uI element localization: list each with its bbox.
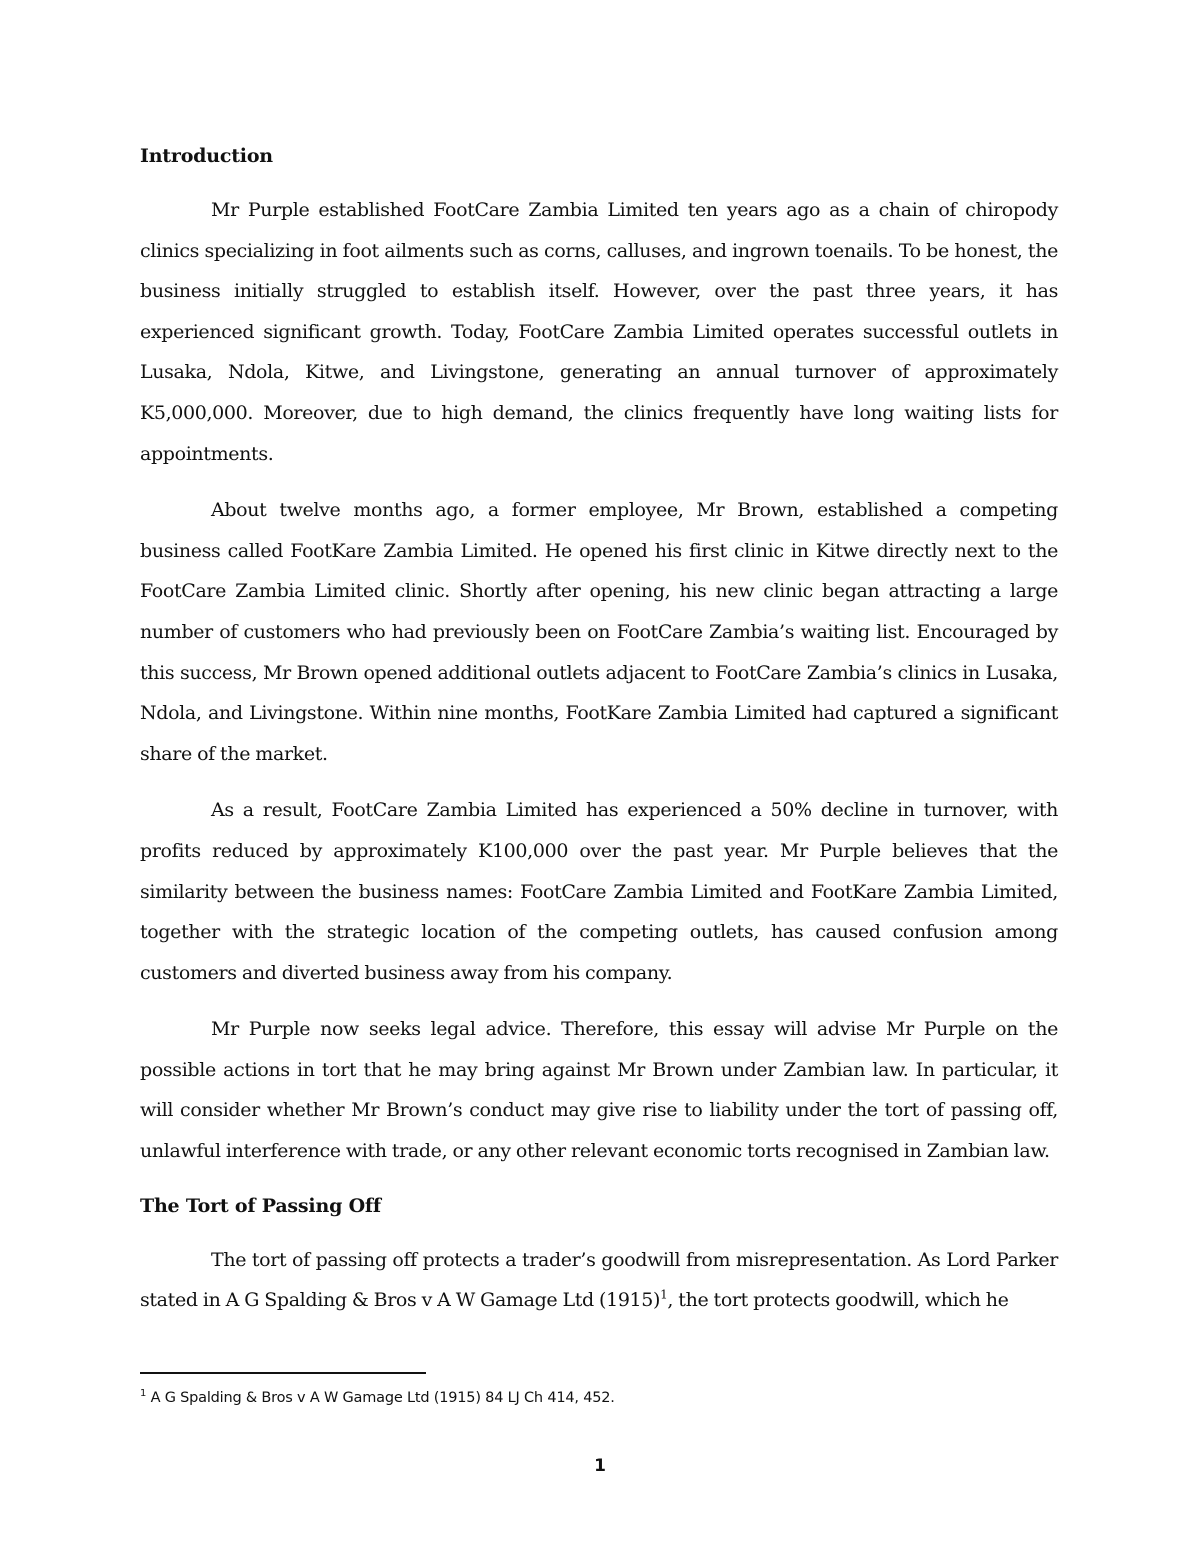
intro-paragraph-2: About twelve months ago, a former employee, Mr Brown, established a competing business called FootKare Zambia Limited. He opened his first clinic in Kitwe directly next to the FootCare Zambia Limited clinic. Shortly after opening, his new clinic began attracting a large number of customers who had previously been on FootCare Zambia’s waiting list. Encouraged by this success, Mr Brown opened additional outlets adjacent to FootCare Zambia’s clinics in Lusaka, Ndola, and Livingstone. Within nine months, FootKare Zambia Limited had captured a significant share of the market. (140, 499, 1058, 765)
footnote-marker: 1 (140, 1388, 147, 1400)
footnote-1 (140, 1390, 615, 1406)
intro-paragraph-1: Mr Purple established FootCare Zambia Limited ten years ago as a chain of chiropody clinics specializing in foot ailments such as corns, calluses, and ingrown toenails. To be honest, the business initially struggled to establish itself. However, over the past three years, it has experienced significant growth. Today, FootCare Zambia Limited operates successful outlets in Lusaka, Ndola, Kitwe, and Livingstone, generating an annual turnover of approximately K5,000,000. Moreover, due to high demand, the clinics frequently have long waiting lists for appointments. (140, 199, 1058, 465)
intro-paragraph-3: As a result, FootCare Zambia Limited has experienced a 50% decline in turnover, with profits reduced by approximately K100,000 over the past year. Mr Purple believes that the similarity between the business names: FootCare Zambia Limited and FootKare Zambia Limited, together with the strategic location of the competing outlets, has caused confusion among customers and diverted business away from his company. (140, 799, 1058, 984)
footnote-text: A G Spalding & Bros v A W Gamage Ltd (1915) 84 LJ Ch 414, 452. (146, 1390, 615, 1406)
heading-passing-off: The Tort of Passing Off (140, 1194, 381, 1217)
passing-off-text-end: , the tort protects goodwill, which he (667, 1289, 1009, 1312)
document-body (140, 138, 1058, 1337)
passing-off-paragraph-1 (140, 1240, 1058, 1321)
footnote-reference[interactable]: 1 (660, 1287, 668, 1302)
page-number: 1 (594, 1456, 606, 1476)
heading-introduction: Introduction (140, 145, 273, 167)
intro-paragraph-4: Mr Purple now seeks legal advice. Therefore, this essay will advise Mr Purple on the possible actions in tort that he may bring against Mr Brown under Zambian law. In particular, it will consider whether Mr Brown’s conduct may give rise to liability under the tort of passing off, unlawful interference with trade, or any other relevant economic torts recognised in Zambian law. (140, 1018, 1058, 1163)
passing-off-text-start: The tort of passing off protects a trader’s goodwill from misrepresentation. As Lord Parker stated in A G Spalding & Bros v A W Gamage Ltd (1915) (140, 1248, 1058, 1312)
footnote-separator (140, 1372, 426, 1374)
